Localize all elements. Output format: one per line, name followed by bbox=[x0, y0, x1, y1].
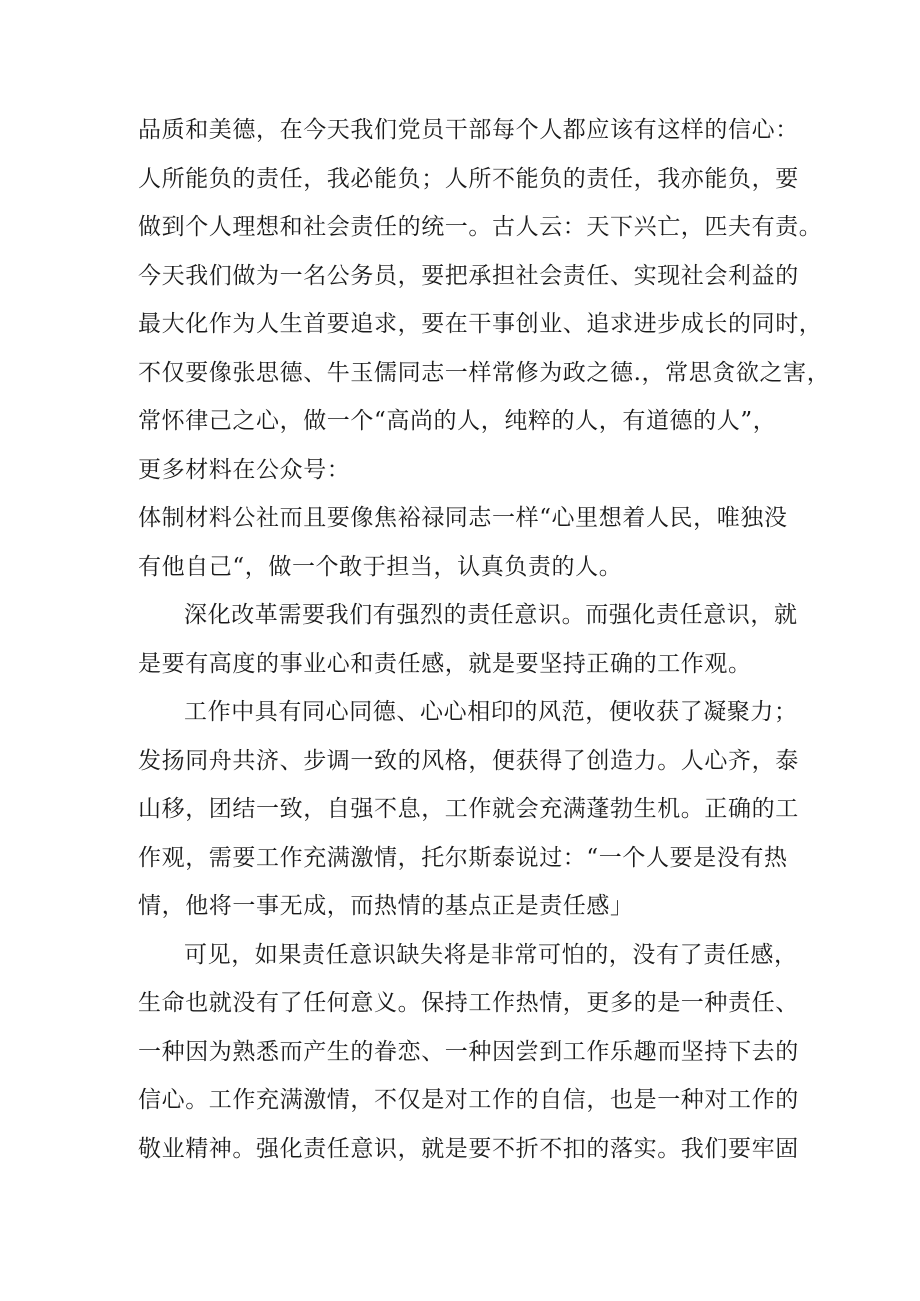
paragraph-start-line: 工作中具有同心同德、心心相印的风范，便收获了凝聚力； bbox=[184, 699, 798, 725]
text-line: 品质和美德，在今天我们党员干部每个人都应该有这样的信心： bbox=[138, 117, 799, 143]
text-line: 是要有高度的事业心和责任感，就是要坚持正确的工作观。 bbox=[138, 650, 752, 677]
text-line: 更多材料在公众号： bbox=[138, 456, 351, 483]
text-line: 作观，需要工作充满激情，托尔斯泰说过：“一个人要是没有热 bbox=[138, 844, 788, 871]
text-line: 发扬同舟共济、步调一致的风格，便获得了创造力。人心齐，泰 bbox=[138, 747, 799, 774]
text-line: 常怀律己之心，做一个“高尚的人，纯粹的人，有道德的人”， bbox=[138, 408, 777, 434]
text-line: 体制材料公社而且要像焦裕禄同志一样“心里想着人民，唯独没 bbox=[138, 505, 788, 531]
text-line: 山移，团结一致，自强不息，工作就会充满蓬勃生机。正确的工 bbox=[138, 796, 799, 822]
text-line: 今天我们做为一名公务员，要把承担社会责任、实现社会利益的 bbox=[138, 262, 799, 289]
text-line: 做到个人理想和社会责任的统一。古人云：天下兴亡，匹夫有责。 bbox=[138, 214, 823, 240]
text-line: 有他自己“，做一个敢于担当，认真负责的人。 bbox=[138, 553, 623, 580]
text-line: 最大化作为人生首要追求，要在干事创业、追求进步成长的同时， bbox=[138, 311, 823, 337]
text-line: 生命也就没有了任何意义。保持工作热情，更多的是一种责任、 bbox=[138, 990, 799, 1016]
text-line: 敬业精神。强化责任意识，就是要不折不扣的落实。我们要牢固 bbox=[138, 1135, 799, 1162]
paragraph-start-line: 深化改革需要我们有强烈的责任意识。而强化责任意识，就 bbox=[184, 602, 798, 628]
text-line: 信心。工作充满激情，不仅是对工作的自信，也是一种对工作的 bbox=[138, 1087, 799, 1113]
text-line: 人所能负的责任，我必能负；人所不能负的责任，我亦能负，要 bbox=[138, 165, 799, 192]
document-body bbox=[138, 106, 831, 1173]
text-line: 一种因为熟悉而产生的眷恋、一种因尝到工作乐趣而坚持下去的 bbox=[138, 1038, 799, 1065]
paragraph-start-line: 可见，如果责任意识缺失将是非常可怕的，没有了责任感， bbox=[184, 941, 798, 968]
text-line: 不仅要像张思德、牛玉儒同志一样常修为政之德.，常思贪欲之害， bbox=[138, 359, 831, 386]
text-line: 情，他将一事无成，而热情的基点正是责任感」 bbox=[138, 893, 634, 919]
